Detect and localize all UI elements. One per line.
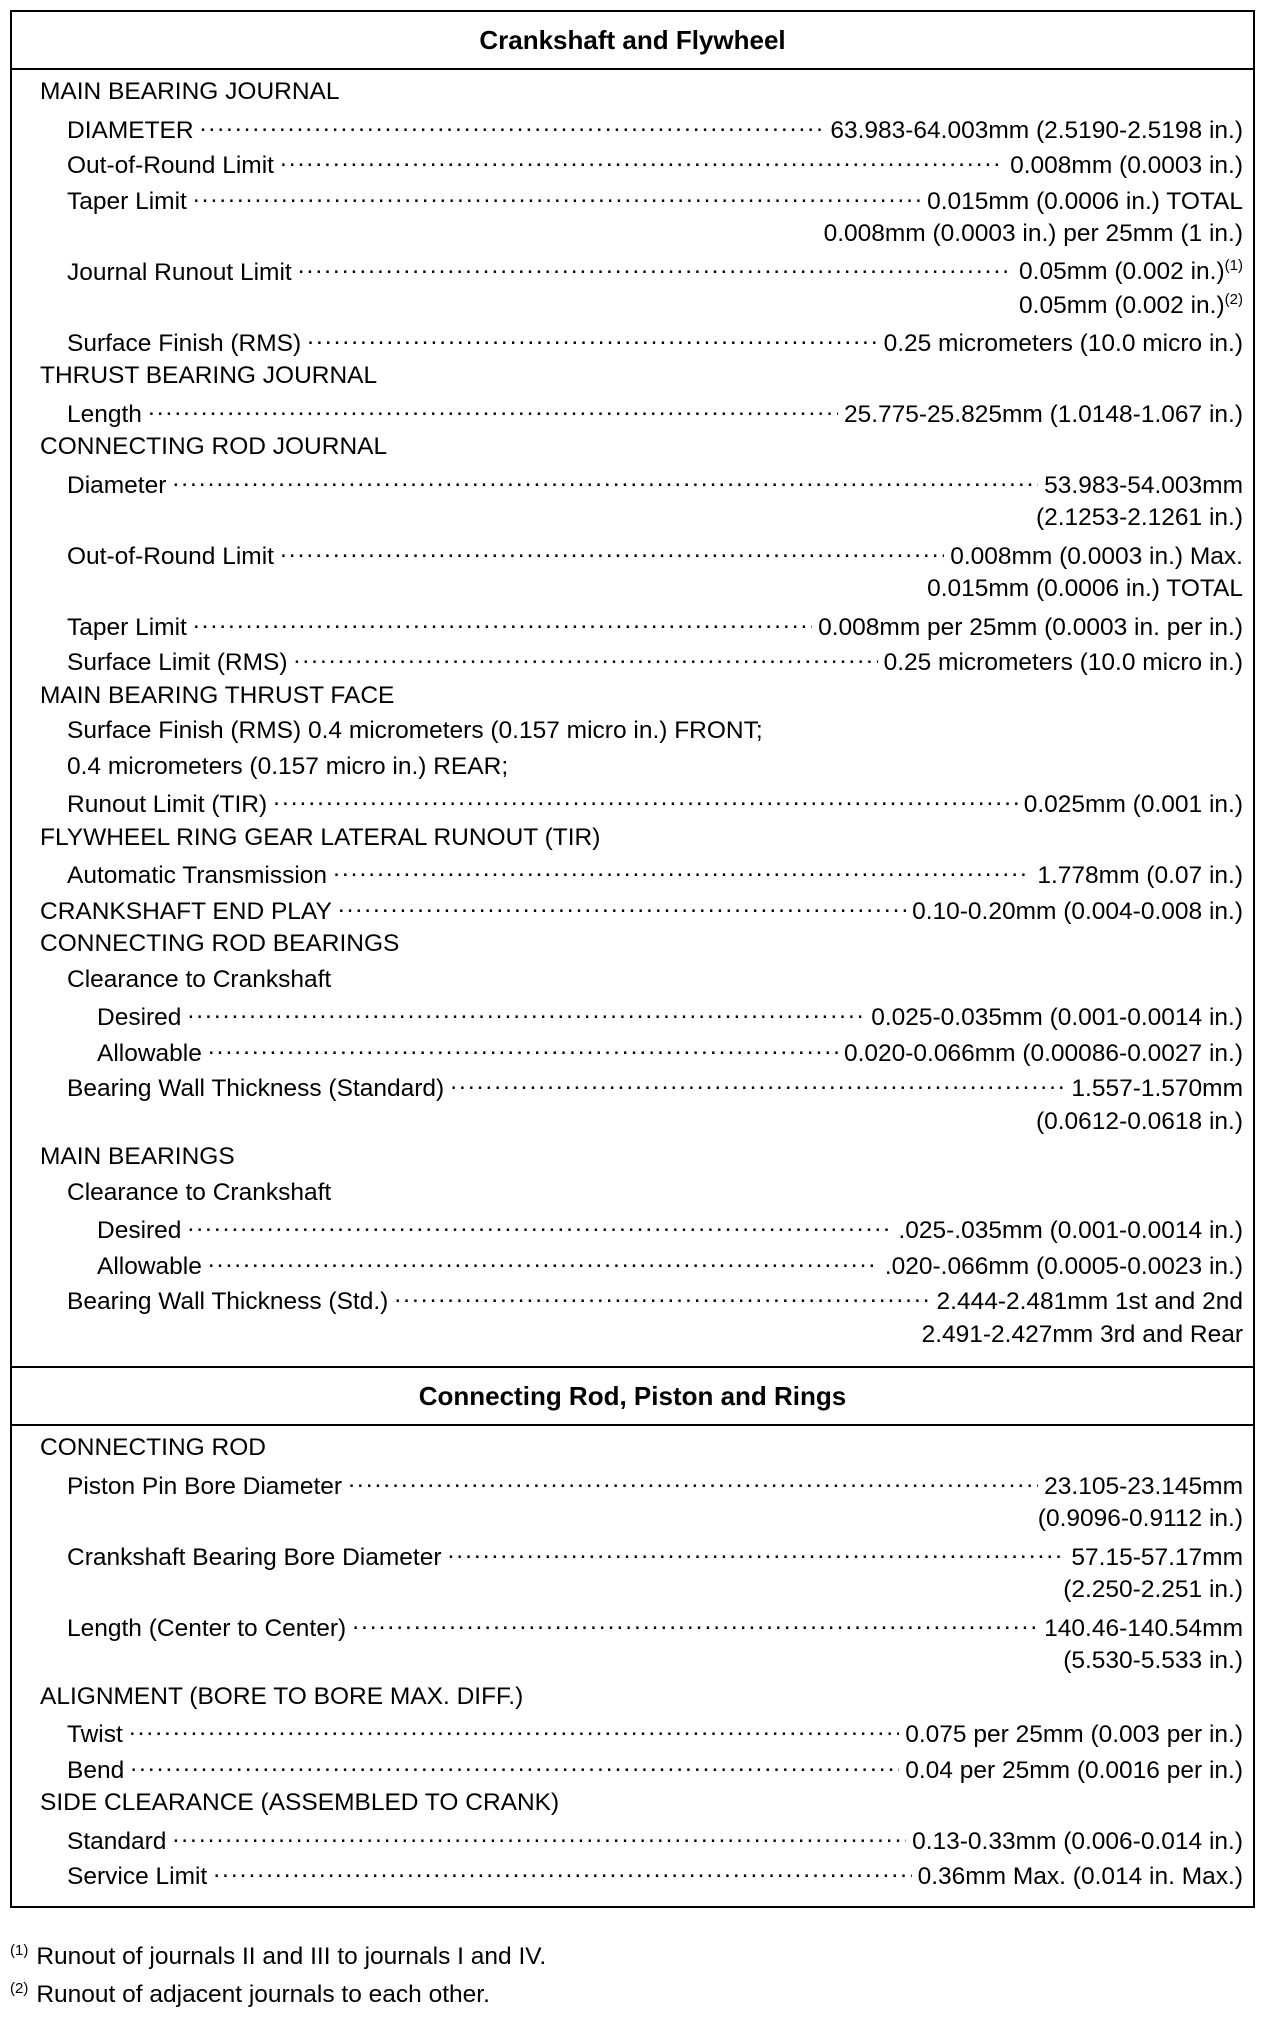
spec-value — [844, 401, 1243, 429]
leader-dots — [450, 1072, 1065, 1096]
spec-row — [12, 469, 1253, 505]
section-title: Crankshaft and Flywheel — [12, 12, 1253, 70]
value-text: 0.13-0.33mm (0.006-0.014 in.) — [912, 1827, 1243, 1855]
leader-dots — [307, 327, 877, 351]
value-text: 0.008mm (0.0003 in.) Max. — [950, 542, 1243, 570]
value-text: (2.1253-2.1261 in.) — [1035, 504, 1243, 531]
spec-value — [927, 575, 1243, 603]
value-text: 1.557-1.570mm — [1071, 1075, 1243, 1102]
spec-continuation — [12, 291, 1253, 327]
value-text: (0.0612-0.0618 in.) — [1035, 1107, 1243, 1135]
spec-label: Out-of-Round Limit — [67, 152, 274, 179]
spec-label: CRANKSHAFT END PLAY — [40, 897, 332, 925]
spec-value — [905, 1721, 1243, 1749]
spec-label: Taper Limit — [67, 613, 187, 641]
leader-dots — [172, 1825, 906, 1849]
spec-label: Bend — [67, 1756, 125, 1784]
footnote-text: Runout of adjacent journals to each other. — [36, 1981, 490, 2009]
spec-label: Taper Limit — [67, 187, 187, 215]
leader-dots — [208, 1037, 838, 1061]
value-text: 0.015mm (0.0006 in.) TOTAL — [927, 575, 1243, 602]
spec-row — [12, 256, 1253, 292]
spec-value — [898, 1217, 1243, 1245]
value-text: 25.775-25.825mm (1.0148-1.067 in.) — [843, 400, 1243, 428]
spec-continuation — [12, 504, 1253, 540]
spec-document — [10, 10, 1255, 1908]
value-text: 0.25 micrometers (10.0 micro in.) — [883, 649, 1243, 676]
note-text: Surface Finish (RMS) 0.4 micrometers (0.157 micro in.) FRONT; — [67, 717, 763, 744]
leader-dots — [187, 1214, 892, 1238]
leader-dots — [333, 859, 1031, 883]
heading-label: CONNECTING ROD JOURNAL — [40, 433, 388, 460]
spec-label: Standard — [67, 1827, 167, 1855]
spec-label: Allowable — [97, 1039, 202, 1067]
footnote-mark: (2) — [10, 1980, 29, 1997]
spec-value — [1036, 1108, 1243, 1136]
spec-section — [10, 1366, 1255, 1908]
subheading-label: Clearance to Crankshaft — [67, 1178, 332, 1206]
value-text: 0.020-0.066mm (0.00086-0.0027 in.) — [843, 1039, 1243, 1067]
spec-value — [905, 1757, 1243, 1785]
spec-label: Runout Limit (TIR) — [67, 791, 268, 818]
spec-value — [1010, 152, 1243, 180]
heading-label: CONNECTING ROD BEARINGS — [40, 930, 400, 957]
spec-continuation — [12, 1321, 1253, 1357]
heading-label: CONNECTING ROD — [40, 1434, 266, 1461]
leader-dots — [193, 611, 812, 635]
value-text: 1.778mm (0.07 in.) — [1037, 862, 1243, 889]
spec-label: Allowable — [97, 1252, 202, 1280]
leader-dots — [298, 256, 1013, 280]
spec-value — [884, 330, 1243, 358]
value-text: 0.36mm Max. (0.014 in. Max.) — [917, 1863, 1243, 1890]
value-text: 63.983-64.003mm (2.5190-2.5198 in.) — [830, 116, 1243, 144]
value-text: .025-.035mm (0.001-0.0014 in.) — [898, 1217, 1243, 1244]
footnote — [10, 1970, 1255, 2008]
spec-continuation — [12, 1505, 1253, 1541]
spec-heading — [12, 1683, 1253, 1719]
heading-label: ALIGNMENT (BORE TO BORE MAX. DIFF.) — [40, 1682, 524, 1710]
spec-label: Crankshaft Bearing Bore Diameter — [67, 1543, 442, 1571]
spec-value — [884, 649, 1243, 677]
spec-subheading — [12, 1179, 1253, 1215]
leader-dots — [200, 114, 825, 138]
spec-value — [1019, 291, 1243, 320]
spec-value — [937, 1288, 1243, 1316]
spec-label: Twist — [67, 1721, 123, 1748]
value-text: 0.025-0.035mm (0.001-0.0014 in.) — [871, 1004, 1243, 1031]
spec-row — [12, 1214, 1253, 1250]
spec-heading — [12, 433, 1253, 469]
footnote — [10, 1932, 1255, 1970]
heading-label: MAIN BEARINGS — [40, 1143, 235, 1170]
leader-dots — [394, 1285, 930, 1309]
spec-row — [12, 859, 1253, 895]
value-text: (2.250-2.251 in.) — [1063, 1576, 1243, 1603]
value-text: 0.025mm (0.001 in.) — [1023, 791, 1243, 818]
heading-label: MAIN BEARING JOURNAL — [40, 78, 340, 105]
spec-heading — [12, 362, 1253, 398]
value-text: (5.530-5.533 in.) — [1063, 1647, 1243, 1674]
spec-row — [12, 1718, 1253, 1754]
spec-continuation — [12, 220, 1253, 256]
leader-dots — [280, 540, 944, 564]
value-text: 0.015mm (0.0006 in.) TOTAL — [927, 187, 1243, 215]
spec-label: Length — [67, 400, 142, 428]
spec-label: Diameter — [67, 471, 167, 499]
spec-label: Piston Pin Bore Diameter — [67, 1472, 343, 1500]
spec-continuation — [12, 1108, 1253, 1144]
spec-row — [12, 540, 1253, 576]
spec-row — [12, 895, 1253, 931]
value-text: 0.04 per 25mm (0.0016 per in.) — [905, 1756, 1243, 1784]
spec-value — [1071, 1544, 1243, 1572]
footnote-text: Runout of journals II and III to journals I and IV. — [36, 1943, 547, 1971]
spec-value — [1038, 1505, 1243, 1533]
heading-label: SIDE CLEARANCE (ASSEMBLED TO CRANK) — [40, 1789, 560, 1816]
value-text: 2.491-2.427mm 3rd and Rear — [921, 1320, 1243, 1348]
spec-row — [12, 1001, 1253, 1037]
spec-heading — [12, 1789, 1253, 1825]
spec-value — [1019, 257, 1243, 286]
leader-dots — [208, 1250, 879, 1274]
leader-dots — [187, 1001, 865, 1025]
spec-value — [830, 117, 1243, 145]
value-text: 0.008mm (0.0003 in.) — [1010, 152, 1243, 179]
spec-row — [12, 398, 1253, 434]
leader-dots — [193, 185, 921, 209]
spec-row — [12, 1612, 1253, 1648]
value-text: .020-.066mm (0.0005-0.0023 in.) — [884, 1252, 1243, 1280]
spec-value — [1037, 862, 1243, 890]
spec-row — [12, 1037, 1253, 1073]
heading-label: THRUST BEARING JOURNAL — [40, 362, 378, 389]
spec-note — [12, 753, 1253, 789]
spec-value — [1071, 1075, 1243, 1103]
spec-label: Service Limit — [67, 1863, 208, 1890]
footnotes — [10, 1932, 1255, 2008]
spec-subheading — [12, 966, 1253, 1002]
value-text: 0.075 per 25mm (0.003 per in.) — [905, 1721, 1243, 1748]
value-text: 0.008mm (0.0003 in.) per 25mm (1 in.) — [823, 220, 1243, 247]
spec-note — [12, 717, 1253, 753]
spec-heading — [12, 78, 1253, 114]
spec-label: Desired — [97, 1004, 182, 1031]
value-text: 57.15-57.17mm — [1071, 1543, 1243, 1571]
spec-continuation — [12, 1576, 1253, 1612]
spec-value — [912, 898, 1243, 926]
spec-heading — [12, 1434, 1253, 1470]
spec-continuation — [12, 1647, 1253, 1683]
spec-value — [818, 614, 1243, 642]
value-text: 0.10-0.20mm (0.004-0.008 in.) — [912, 897, 1243, 925]
leader-dots — [213, 1860, 911, 1884]
spec-value — [1044, 1473, 1243, 1501]
spec-label: DIAMETER — [67, 116, 194, 144]
spec-row — [12, 1470, 1253, 1506]
leader-dots — [280, 149, 1004, 173]
spec-value — [1044, 472, 1243, 500]
value-text: 0.05mm (0.002 in.) — [1019, 258, 1225, 286]
value-text: 2.444-2.481mm 1st and 2nd — [936, 1288, 1243, 1315]
spec-row — [12, 1754, 1253, 1790]
leader-dots — [294, 646, 878, 670]
value-text: 0.008mm per 25mm (0.0003 in. per in.) — [818, 613, 1243, 641]
spec-row — [12, 1860, 1253, 1896]
spec-value — [927, 188, 1243, 216]
heading-label: MAIN BEARING THRUST FACE — [40, 681, 395, 709]
spec-value — [885, 1253, 1243, 1281]
spec-row — [12, 646, 1253, 682]
spec-value — [1024, 791, 1243, 819]
spec-value — [871, 1004, 1243, 1032]
leader-dots — [273, 788, 1018, 812]
section-body — [12, 1426, 1253, 1906]
spec-heading — [12, 1143, 1253, 1179]
leader-dots — [172, 469, 1038, 493]
footnote-ref: (1) — [1224, 257, 1243, 275]
value-text: 23.105-23.145mm — [1044, 1472, 1243, 1500]
section-title: Connecting Rod, Piston and Rings — [12, 1368, 1253, 1426]
spec-label: Out-of-Round Limit — [67, 542, 274, 570]
leader-dots — [348, 1470, 1038, 1494]
spec-value — [1063, 1647, 1243, 1675]
note-text: 0.4 micrometers (0.157 micro in.) REAR; — [67, 752, 509, 780]
spec-heading — [12, 682, 1253, 718]
spec-row — [12, 114, 1253, 150]
footnote-ref: (2) — [1224, 291, 1243, 308]
leader-dots — [447, 1541, 1065, 1565]
spec-heading — [12, 824, 1253, 860]
spec-value — [844, 1040, 1243, 1068]
spec-label: Desired — [97, 1217, 182, 1244]
spec-value — [922, 1321, 1243, 1349]
spec-row — [12, 1541, 1253, 1577]
spec-row — [12, 611, 1253, 647]
value-text: 140.46-140.54mm — [1044, 1614, 1243, 1642]
spec-row — [12, 1285, 1253, 1321]
value-text: 53.983-54.003mm — [1044, 471, 1243, 499]
spec-label: Journal Runout Limit — [67, 258, 292, 286]
value-text: (0.9096-0.9112 in.) — [1037, 1505, 1243, 1532]
heading-label: FLYWHEEL RING GEAR LATERAL RUNOUT (TIR) — [40, 823, 601, 851]
leader-dots — [148, 398, 838, 422]
spec-row — [12, 1825, 1253, 1861]
leader-dots — [352, 1612, 1038, 1636]
spec-value — [824, 220, 1243, 248]
spec-label: Bearing Wall Thickness (Standard) — [67, 1075, 445, 1102]
spec-label: Surface Finish (RMS) — [67, 329, 302, 357]
spec-row — [12, 1250, 1253, 1286]
subheading-label: Clearance to Crankshaft — [67, 965, 332, 993]
spec-value — [1063, 1576, 1243, 1604]
spec-row — [12, 788, 1253, 824]
spec-label: Bearing Wall Thickness (Std.) — [67, 1288, 389, 1315]
spec-value — [1036, 504, 1243, 532]
spec-row — [12, 185, 1253, 221]
spec-section — [10, 10, 1255, 1366]
spec-row — [12, 149, 1253, 185]
spec-value — [1044, 1615, 1243, 1643]
spec-heading — [12, 930, 1253, 966]
spec-value — [912, 1828, 1243, 1856]
spec-continuation — [12, 575, 1253, 611]
leader-dots — [130, 1754, 899, 1778]
value-text: 0.25 micrometers (10.0 micro in.) — [883, 329, 1243, 357]
section-body — [12, 70, 1253, 1366]
leader-dots — [338, 895, 906, 919]
spec-label: Length (Center to Center) — [67, 1614, 347, 1642]
spec-row — [12, 327, 1253, 363]
spec-value — [918, 1863, 1243, 1891]
spec-value — [950, 543, 1243, 571]
footnote-mark: (1) — [10, 1942, 29, 1959]
spec-row — [12, 1072, 1253, 1108]
value-text: 0.05mm (0.002 in.) — [1019, 292, 1225, 320]
spec-label: Surface Limit (RMS) — [67, 649, 288, 676]
leader-dots — [129, 1718, 899, 1742]
spec-label: Automatic Transmission — [67, 862, 328, 889]
